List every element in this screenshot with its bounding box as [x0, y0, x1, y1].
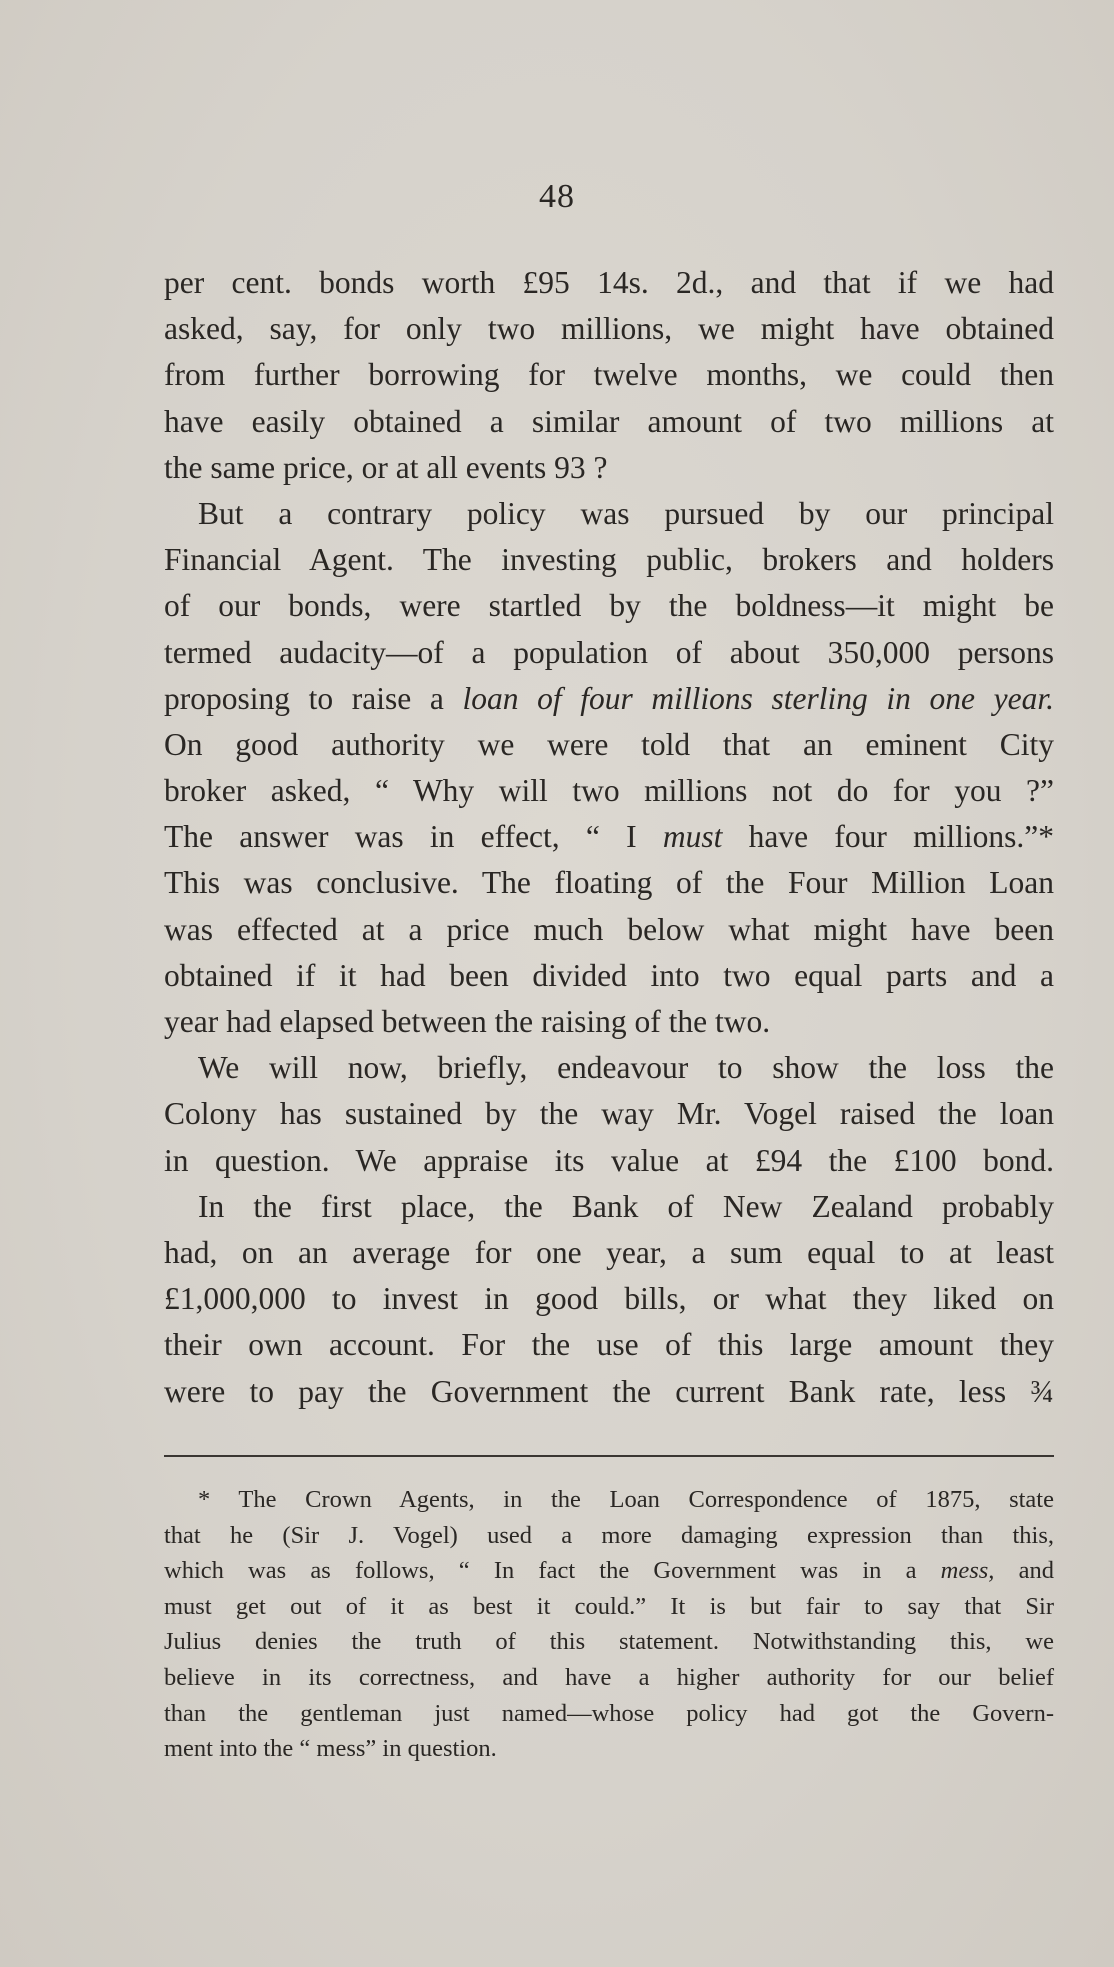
text-line: from further borrowing for twelve months, we could then	[164, 357, 1054, 393]
text-line: termed audacity—of a population of about 350,000 persons	[164, 634, 1054, 670]
text-segment: The answer was in effect, “ I	[164, 819, 663, 855]
footnote-line: than the gentleman just named—whose policy had got the Govern-	[164, 1699, 1054, 1727]
text-line: year had elapsed between the raising of the two.	[164, 1004, 771, 1039]
text-segment: have four millions.”*	[722, 819, 1054, 855]
text-segment: proposing to raise a	[164, 680, 463, 716]
body-text	[164, 260, 1054, 1415]
footnote-line: ment into the “ mess” in question.	[164, 1735, 497, 1763]
footnote-line: must get out of it as best it could.” It is but fair to say that Sir	[164, 1592, 1054, 1620]
text-line: was effected at a price much below what might have been	[164, 911, 1054, 947]
text-line: Financial Agent. The investing public, brokers and holders	[164, 542, 1054, 578]
text-line: obtained if it had been divided into two equal parts and a	[164, 957, 1054, 993]
text-segment: which was as follows, “ In fact the Government was in a	[164, 1557, 941, 1585]
footnote-divider	[164, 1455, 1054, 1457]
footnote-line: Julius denies the truth of this statement. Notwithstanding this, we	[164, 1628, 1054, 1656]
text-line: But a contrary policy was pursued by our principal	[198, 495, 1054, 531]
text-line: in question. We appraise its value at £94 the £100 bond.	[164, 1142, 1054, 1178]
text-line: Colony has sustained by the way Mr. Vogel raised the loan	[164, 1096, 1054, 1132]
text-segment: and	[994, 1557, 1054, 1585]
italic-text: must	[662, 819, 723, 855]
text-line: their own account. For the use of this large amount they	[164, 1327, 1054, 1363]
footnote-line	[164, 1553, 1054, 1589]
text-line: In the first place, the Bank of New Zealand probably	[198, 1188, 1054, 1224]
footnote-line: believe in its correctness, and have a higher authority for our belief	[164, 1663, 1054, 1691]
footnote-line: that he (Sir J. Vogel) used a more damaging expression than this,	[164, 1521, 1054, 1549]
text-line: broker asked, “ Why will two millions not do for you ?”	[164, 773, 1054, 809]
text-line	[164, 676, 1054, 722]
italic-text: loan of four millions sterling in one year.	[462, 680, 1054, 716]
text-line: had, on an average for one year, a sum equal to at least	[164, 1234, 1054, 1270]
text-line: per cent. bonds worth £95 14s. 2d., and that if we had	[164, 265, 1054, 300]
text-line: of our bonds, were startled by the boldness—it might be	[164, 588, 1054, 624]
text-line: We will now, briefly, endeavour to show the loss the	[198, 1050, 1054, 1086]
page-number: 48	[539, 178, 575, 215]
text-line: have easily obtained a similar amount of two millions at	[164, 403, 1054, 439]
text-line: This was conclusive. The floating of the Four Million Loan	[164, 865, 1054, 901]
text-line: On good authority we were told that an eminent City	[164, 726, 1054, 762]
footnote-line: * The Crown Agents, in the Loan Correspondence of 1875, state	[198, 1486, 1054, 1513]
italic-text: mess,	[940, 1557, 995, 1585]
text-line: were to pay the Government the current Bank rate, less ¾	[164, 1373, 1054, 1409]
text-line: £1,000,000 to invest in good bills, or what they liked on	[164, 1281, 1054, 1317]
text-line	[164, 814, 1054, 860]
footnote	[164, 1482, 1054, 1767]
text-line: asked, say, for only two millions, we might have obtained	[164, 311, 1054, 347]
text-line: the same price, or at all events 93 ?	[164, 449, 608, 485]
